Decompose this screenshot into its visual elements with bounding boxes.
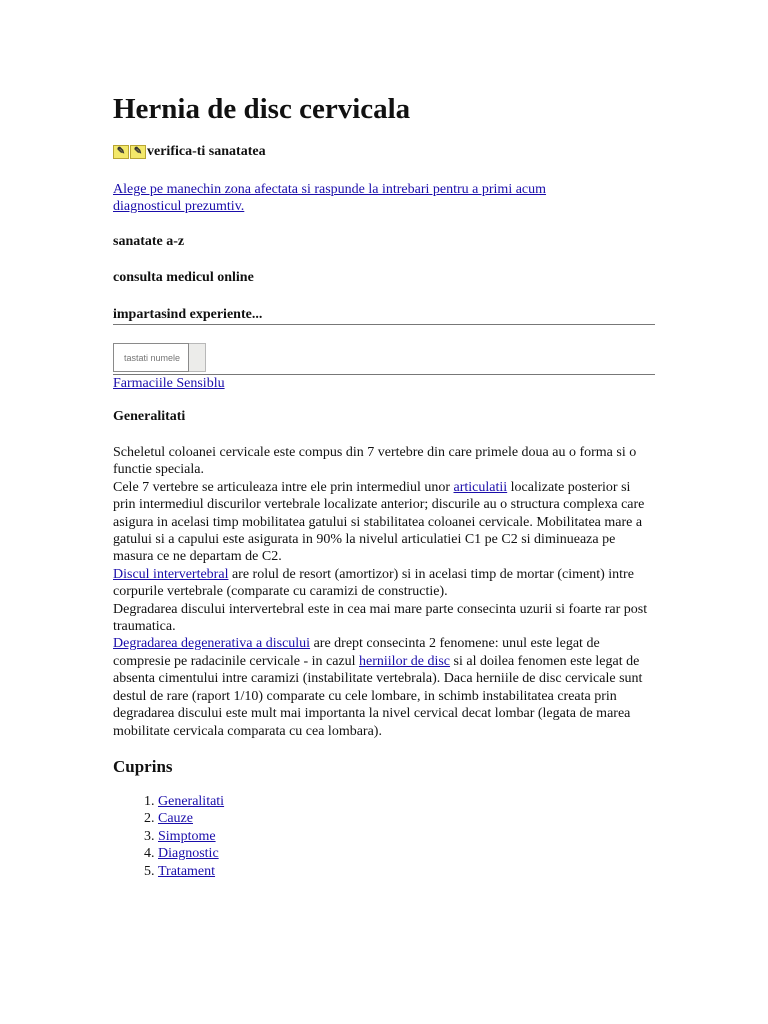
name-submit-button[interactable] — [189, 343, 206, 372]
section-impartasind-experiente: impartasind experiente... — [113, 307, 263, 322]
articulatii-link[interactable]: articulatii — [453, 479, 508, 495]
pharmacy-link[interactable]: Farmaciile Sensiblu — [113, 376, 225, 391]
paragraph-text: Cele 7 vertebre se articuleaza intre ele prin intermediul unor — [113, 479, 454, 495]
toc-link-diagnostic[interactable]: Diagnostic — [158, 846, 219, 862]
list-item — [158, 828, 224, 845]
verify-health-label: verifica-ti sanatatea — [147, 144, 266, 159]
toc-link-generalitati[interactable]: Generalitati — [158, 794, 225, 809]
name-input[interactable] — [113, 343, 189, 372]
list-item — [158, 863, 224, 880]
paragraph-text: are drept consecinta 2 fenomene: unul este legat de compresie pe radacinile cervicale - in cazul — [113, 636, 600, 669]
paragraph: Degradarea discului intervertebral este in cea mai mare parte consecinta uzurii si foarte rar post traumatica. — [113, 601, 648, 635]
paragraph: Scheletul coloanei cervicale este compus din 7 vertebre din care primele doua au o forma si o functie speciala. — [113, 445, 637, 478]
list-item — [158, 845, 224, 862]
pencil-icon[interactable]: ✎ — [130, 145, 146, 159]
toc-link-tratament[interactable]: Tratament — [158, 863, 216, 879]
hernii-disc-link[interactable]: herniilor de disc — [359, 653, 451, 669]
name-search-box — [113, 343, 206, 372]
toc-link-cauze[interactable]: Cauze — [158, 811, 193, 827]
toc-link-simptome[interactable]: Simptome — [158, 828, 216, 844]
diagnosis-link[interactable]: Alege pe manechin zona afectata si raspunde la intrebari pentru a primi acum diagnosticul prezumtiv. — [113, 182, 547, 214]
divider — [113, 324, 655, 325]
cuprins-heading: Cuprins — [113, 757, 173, 776]
verify-health-row[interactable] — [113, 143, 266, 161]
degradare-disc-link[interactable]: Degradarea degenerativa a discului — [113, 636, 311, 652]
paragraph-text: are rolul de resort (amortizor) si in acelasi timp de mortar (ciment) intre corpurile vertebrale (comparate cu caramizi de constructie). — [113, 566, 634, 600]
list-item — [158, 793, 224, 810]
disc-intervertebral-link[interactable]: Discul intervertebral — [113, 566, 229, 582]
table-of-contents — [113, 793, 224, 880]
page-title: Hernia de disc cervicala — [113, 93, 411, 125]
list-item — [158, 810, 224, 827]
section-consulta-medicul: consulta medicul online — [113, 270, 254, 285]
paragraph — [113, 635, 655, 739]
paragraph — [113, 566, 655, 601]
paragraph-text: localizate posterior si prin intermediul discurilor vertebrale localizate anterior; discurile au o structura complexa care asigura in acelasi timp mobilitatea gatului si stabilitatea coloanei cervicale. Mobilitatea mare a gatului si a capului este asigurata in 90% la nivelul articulatiei C1 pe C2 si diminueaza pe masura ce ne departam de C2. — [113, 479, 645, 565]
paragraph — [113, 479, 655, 566]
pencil-icon[interactable]: ✎ — [113, 145, 129, 159]
generalitati-heading: Generalitati — [113, 409, 186, 424]
section-sanatate-az: sanatate a-z — [113, 234, 185, 249]
article-body — [113, 444, 655, 740]
paragraph-text: si al doilea fenomen este legat de absenta cimentului intre caramizi (instabilitate vertebrala). Daca herniile de disc cervicale sunt destul de rare (raport 1/10) comparate cu cele lombare, in schimb instabilitatea creata prin degradarea discului este mult mai importanta la nivel cervical decat lombar (legata de marea mobilitate cervicala comparata cu cea lombara). — [113, 653, 643, 739]
